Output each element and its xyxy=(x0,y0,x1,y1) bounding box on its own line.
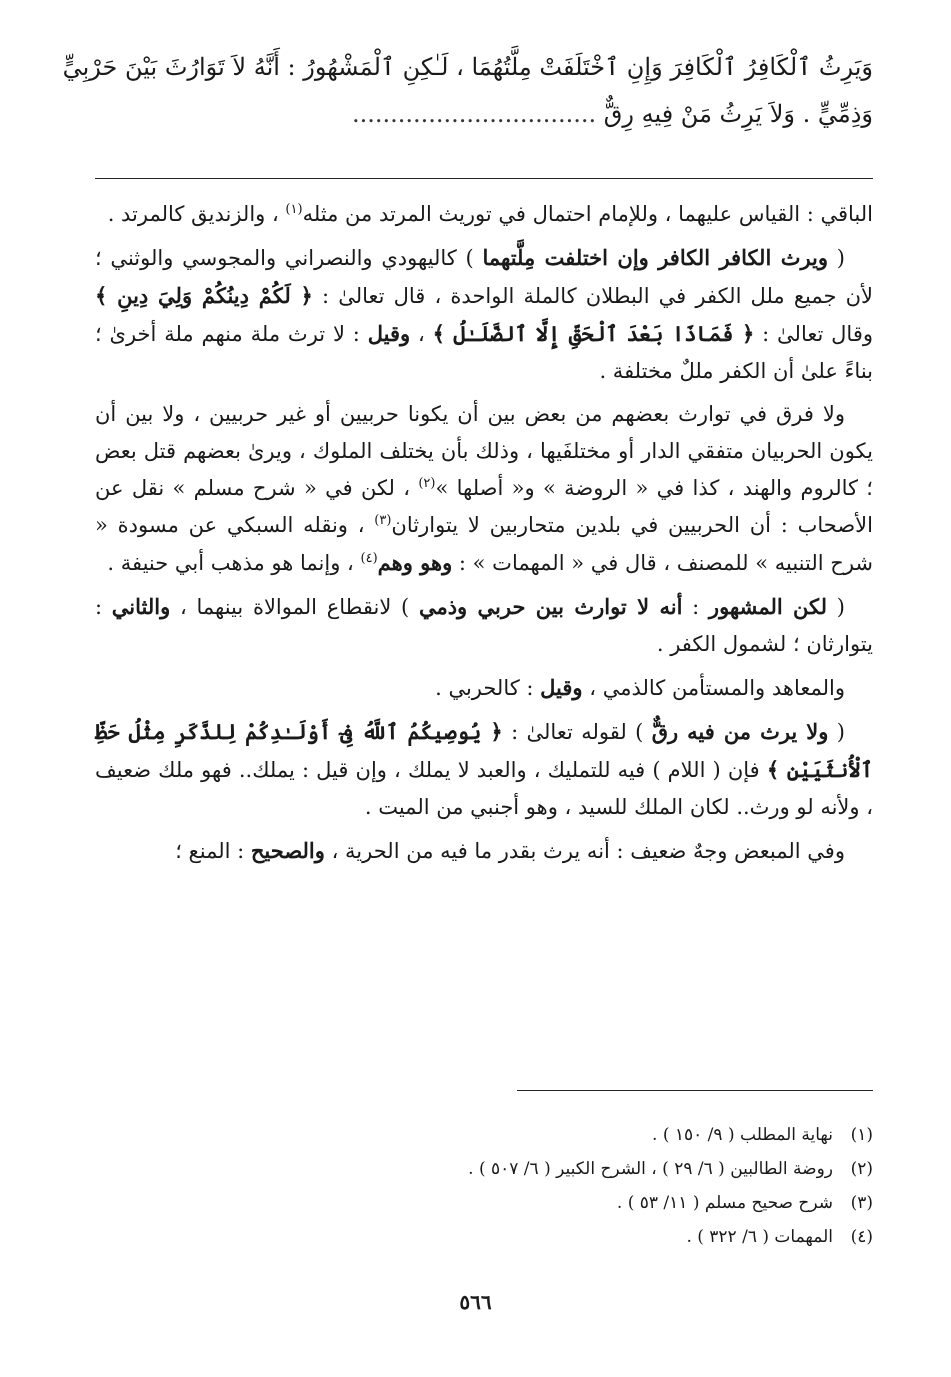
quran-verse: ﴿ يُوصِيكُمُ ٱللَّهُ فِىٓ أَوْلَـٰدِكُمْ لِلذَّكَرِ مِثْلُ حَظِّ ٱلْأُنثَيَيْنِ ﴾ xyxy=(95,719,874,782)
text-run: : xyxy=(682,595,709,619)
keyword: وقيل xyxy=(367,321,411,346)
text-run: فإن ( اللام ) فيه للتمليك ، والعبد لا يملك ، وإن قيل : يملك.. فهو ملك ضعيف ، ولأنه لو ورث.. لكان الملك للسيد ، وهو أجنبي من الميت . xyxy=(95,758,873,819)
footnote-text: نهاية المطلب ( ٩/ ١٥٠ ) . xyxy=(652,1125,833,1145)
keyword: والصحيح xyxy=(250,838,325,863)
text-run: ، وإنما هو مذهب أبي حنيفة . xyxy=(107,551,361,575)
text-run: ) لانقطاع الموالاة بينهما ، xyxy=(170,595,419,619)
keyword: وهو وهم xyxy=(377,550,453,575)
footnote-ref-3: (٣) xyxy=(374,513,392,528)
text-run: ، ونقله السبكي عن مسودة « شرح التنبيه » للمصنف ، قال في « المهمات » : xyxy=(95,513,873,575)
sharh-paragraph-7 xyxy=(95,832,873,870)
matn-separator xyxy=(95,178,873,179)
footnote-text: المهمات ( ٦/ ٣٢٢ ) . xyxy=(686,1227,833,1247)
footnote-number: (٢) xyxy=(850,1159,873,1179)
sharh-paragraph-6 xyxy=(95,713,873,826)
footnote-ref-1: (١) xyxy=(285,202,303,217)
text-run: : المنع ؛ xyxy=(175,839,251,863)
sharh-paragraph-4 xyxy=(95,588,873,663)
text-run: وقال تعالىٰ : xyxy=(754,322,873,346)
text-run: وفي المبعض وجهٌ ضعيف : أنه يرث بقدر ما فيه من الحرية ، xyxy=(324,839,845,863)
text-run: : كالحربي . xyxy=(435,676,541,700)
footnotes xyxy=(95,1118,873,1254)
footnote-ref-4: (٤) xyxy=(360,551,378,566)
text-run: ، لكن في « شرح مسلم » نقل عن الأصحاب : أن الحربيين في بلدين متحاربين لا يتوارثان xyxy=(95,476,873,537)
text-run: ) لقوله تعالىٰ : xyxy=(502,720,652,744)
matn-dots: ................................ xyxy=(351,100,597,128)
quran-verse: ﴿ لَكُمْ دِينُكُمْ وَلِيَ دِينِ ﴾ xyxy=(95,283,313,308)
text-run: : لا ترث ملة منهم ملة أخرىٰ ؛ بناءً علىٰ أن الكفر مللٌ مختلفة . xyxy=(95,322,873,383)
text-run: الباقي : القياس عليهما ، وللإمام احتمال في توريث المرتد من مثله xyxy=(302,202,873,226)
footnote-number: (٣) xyxy=(850,1193,873,1213)
footnote-text: روضة الطالبين ( ٦/ ٢٩ ) ، الشرح الكبير ( ٦/ ٥٠٧ ) . xyxy=(468,1159,833,1179)
sharh-paragraph-2 xyxy=(95,239,873,390)
footnote-1 xyxy=(95,1118,873,1152)
sharh-paragraph-1 xyxy=(95,196,873,233)
footnote-separator xyxy=(517,1090,873,1091)
footnote-3 xyxy=(95,1186,873,1220)
keyword: وقيل xyxy=(540,675,583,700)
text-run: ، والزنديق كالمرتد . xyxy=(107,202,286,226)
text-run: ( xyxy=(827,595,845,619)
text-run: ولا فرق في توارث بعضهم من بعض بين أن يكونا حربيين أو غير حربيين ، ولا بين أن يكون الحربيان متفقي الدار أو مختلفَيها ، وذلك بأن يختلف الملوك ، ويرىٰ بعضهم قتل بعض ؛ كالروم والهند ، كذا في « الروضة » و« أصلها » xyxy=(95,402,873,500)
matn-quote: لكن المشهور xyxy=(708,594,828,619)
text-run: : يتوارثان ؛ لشمول الكفر . xyxy=(95,595,873,656)
matn-text xyxy=(62,44,873,138)
matn-quote: أنه لا توارث بين حربي وذمي xyxy=(418,594,683,619)
sharh-paragraph-5 xyxy=(95,669,873,707)
text-run: والمعاهد والمستأمن كالذمي ، xyxy=(582,676,845,700)
footnote-text: شرح صحيح مسلم ( ١١/ ٥٣ ) . xyxy=(616,1193,833,1213)
keyword: والثاني xyxy=(111,594,171,619)
matn-line-2 xyxy=(95,91,873,138)
footnote-number: (١) xyxy=(850,1125,873,1145)
footnote-4 xyxy=(95,1220,873,1254)
quran-verse: ﴿ فَمَاذَا بَعْدَ ٱلْحَقِّ إِلَّا ٱلضَّلَـٰلُ ﴾ xyxy=(432,321,755,346)
text-run: ( xyxy=(828,246,845,270)
matn-quote: ولا يرث من فيه رقٌّ xyxy=(651,719,829,744)
sharh-text xyxy=(95,196,873,876)
footnote-ref-2: (٢) xyxy=(418,476,436,491)
text-run: ، xyxy=(410,322,433,346)
page-number: ٥٦٦ xyxy=(459,1290,492,1314)
text-run: ) كاليهودي والنصراني والمجوسي والوثني ؛ لأن جميع ملل الكفر في البطلان كالملة الواحدة ، قال تعالىٰ : xyxy=(95,246,874,308)
matn-line-2-text: وَذِمِّيٍّ . وَلاَ يَرِثُ مَنْ فِيهِ رِقٌّ xyxy=(603,100,873,128)
matn-quote: ويرث الكافر الكافر وإن اختلفت مِلَّتهما xyxy=(482,245,829,270)
footnote-number: (٤) xyxy=(850,1227,873,1247)
sharh-paragraph-3 xyxy=(95,396,873,582)
footnote-2 xyxy=(95,1152,873,1186)
text-run: ( xyxy=(828,720,846,744)
matn-line-1: وَيَرِثُ ٱلْكَافِرُ ٱلْكَافِرَ وَإِنِ ٱخْتَلَفَتْ مِلَّتُهُمَا ، لَـٰكِنِ ٱلْمَشْهُورُ : أَنَّهُ لاَ تَوَارُثَ بَيْنَ حَرْبِيٍّ xyxy=(62,53,873,81)
